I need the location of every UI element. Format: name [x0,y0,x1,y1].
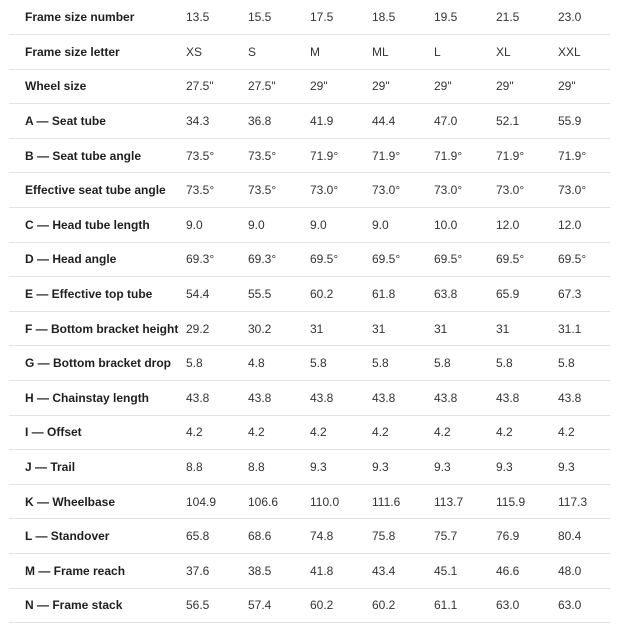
table-cell: 29" [434,79,452,94]
table-cell: 74.8 [310,529,334,544]
table-cell: 75.7 [434,529,458,544]
table-cell: 5.8 [558,356,575,371]
table-cell: 27.5" [248,79,276,94]
table-cell: 30.2 [248,321,272,336]
table-cell: 73.5° [248,148,277,163]
table-cell: 43.8 [558,390,582,405]
table-cell: 31 [372,321,386,336]
table-cell: 75.8 [372,529,396,544]
table-row [9,484,610,519]
table-cell: 12.0 [496,217,520,232]
table-row [9,554,610,589]
table-cell: 71.9° [372,148,401,163]
table-row [9,173,610,208]
row-label: A — Seat tube [25,114,106,129]
table-cell: 31 [434,321,448,336]
table-cell: 29" [372,79,390,94]
table-row [9,415,610,450]
table-cell: 29.2 [186,321,210,336]
table-cell: 69.5° [434,252,463,267]
table-cell: 5.8 [186,356,203,371]
table-cell: 43.8 [496,390,520,405]
table-cell: 43.8 [248,390,272,405]
row-label: G — Bottom bracket drop [25,356,172,371]
table-cell: 29" [558,79,576,94]
table-cell: 43.8 [186,390,210,405]
table-cell: 31 [310,321,324,336]
table-cell: 38.5 [248,563,272,578]
table-cell: 41.9 [310,114,334,129]
table-cell: 31 [496,321,510,336]
table-cell: 43.8 [372,390,396,405]
table-cell: 5.8 [310,356,327,371]
table-cell: 73.0° [372,183,401,198]
table-cell: 69.5° [310,252,339,267]
table-cell: XS [186,44,203,59]
table-cell: 34.3 [186,114,210,129]
table-row [9,104,610,139]
table-cell: 110.0 [310,494,340,509]
table-cell: 4.2 [310,425,327,440]
table-cell: 80.4 [558,529,582,544]
table-cell: XXL [558,44,581,59]
table-cell: 5.8 [496,356,513,371]
table-cell: 60.2 [310,598,334,613]
table-cell: 63.8 [434,287,458,302]
table-row [9,0,610,35]
table-cell: 4.2 [186,425,203,440]
table-cell: 37.6 [186,563,210,578]
table-cell: 47.0 [434,114,458,129]
table-cell: 71.9° [434,148,463,163]
table-cell: 73.0° [558,183,587,198]
table-cell: 65.9 [496,287,520,302]
table-cell: 10.0 [434,217,458,232]
table-row [9,588,610,623]
geometry-table [9,0,610,623]
table-row [9,277,610,312]
table-cell: 21.5 [496,10,520,25]
row-label: F — Bottom bracket height [25,321,179,336]
table-cell: 43.8 [310,390,334,405]
table-cell: 73.5° [248,183,277,198]
table-cell: 8.8 [248,460,265,475]
table-cell: 43.4 [372,563,396,578]
table-cell: 5.8 [372,356,389,371]
table-cell: 106.6 [248,494,279,509]
table-cell: 52.1 [496,114,520,129]
table-cell: 9.3 [558,460,575,475]
table-cell: 4.2 [372,425,389,440]
row-label: Frame size letter [25,44,120,59]
table-row [9,381,610,416]
table-cell: 41.8 [310,563,334,578]
table-cell: 76.9 [496,529,520,544]
table-cell: 69.5° [558,252,587,267]
row-label: J — Trail [25,460,76,475]
table-cell: 73.0° [496,183,525,198]
table-cell: 9.0 [310,217,327,232]
table-cell: 73.5° [186,183,215,198]
table-cell: 44.4 [372,114,396,129]
table-cell: 57.4 [248,598,272,613]
table-cell: ML [372,44,389,59]
table-cell: 60.2 [372,598,396,613]
table-cell: 4.2 [434,425,451,440]
table-cell: 69.5° [496,252,525,267]
table-cell: 13.5 [186,10,210,25]
table-row [9,242,610,277]
table-cell: 19.5 [434,10,458,25]
table-cell: 73.5° [186,148,215,163]
table-cell: 43.8 [434,390,458,405]
table-cell: 9.3 [496,460,513,475]
row-label: Effective seat tube angle [25,183,166,198]
table-cell: 29" [310,79,328,94]
table-cell: 69.5° [372,252,401,267]
table-row [9,69,610,104]
table-cell: 31.1 [558,321,582,336]
table-row [9,208,610,243]
table-row [9,519,610,554]
table-cell: 4.2 [496,425,513,440]
row-label: I — Offset [25,425,82,440]
table-cell: M [310,44,320,59]
row-label: L — Standover [25,529,110,544]
table-cell: 67.3 [558,287,582,302]
table-cell: 73.0° [434,183,463,198]
table-row [9,35,610,70]
row-label: C — Head tube length [25,217,150,232]
table-cell: 71.9° [310,148,339,163]
table-cell: 9.0 [372,217,389,232]
row-label: E — Effective top tube [25,287,153,302]
table-row [9,311,610,346]
table-cell: 61.8 [372,287,396,302]
table-cell: 17.5 [310,10,334,25]
row-label: N — Frame stack [25,598,123,613]
table-cell: 29" [496,79,514,94]
table-cell: 9.3 [310,460,327,475]
table-cell: 36.8 [248,114,272,129]
table-cell: 113.7 [434,494,464,509]
table-cell: 117.3 [558,494,588,509]
table-cell: 27.5" [186,79,214,94]
table-cell: 4.8 [248,356,265,371]
table-row [9,346,610,381]
table-cell: 60.2 [310,287,334,302]
table-cell: 63.0 [496,598,520,613]
table-row [9,138,610,173]
table-cell: 9.0 [248,217,265,232]
table-cell: 65.8 [186,529,210,544]
table-cell: 4.2 [558,425,575,440]
row-label: Wheel size [25,79,87,94]
row-label: D — Head angle [25,252,117,267]
table-cell: 71.9° [558,148,587,163]
table-cell: 55.9 [558,114,582,129]
table-cell: XL [496,44,511,59]
table-cell: 46.6 [496,563,520,578]
table-cell: 104.9 [186,494,217,509]
table-cell: 12.0 [558,217,582,232]
table-cell: 9.3 [434,460,451,475]
table-cell: 15.5 [248,10,272,25]
table-cell: 56.5 [186,598,210,613]
table-cell: 73.0° [310,183,339,198]
table-cell: S [248,44,257,59]
row-label: B — Seat tube angle [25,148,142,163]
row-label: H — Chainstay length [25,390,150,405]
table-cell: 111.6 [372,494,401,509]
table-cell: 71.9° [496,148,525,163]
table-cell: 5.8 [434,356,451,371]
row-label: M — Frame reach [25,563,126,578]
table-cell: 69.3° [248,252,277,267]
row-label: Frame size number [25,10,135,25]
geometry-table-body [9,0,610,623]
table-cell: 9.0 [186,217,203,232]
table-cell: 55.5 [248,287,272,302]
table-row [9,450,610,485]
table-cell: 115.9 [496,494,526,509]
table-cell: 54.4 [186,287,210,302]
table-cell: 63.0 [558,598,582,613]
table-cell: 18.5 [372,10,396,25]
table-cell: 61.1 [434,598,458,613]
table-cell: 8.8 [186,460,203,475]
table-cell: 45.1 [434,563,458,578]
table-cell: 48.0 [558,563,582,578]
table-cell: 68.6 [248,529,272,544]
table-cell: 23.0 [558,10,582,25]
table-cell: 4.2 [248,425,265,440]
table-cell: 9.3 [372,460,389,475]
row-label: K — Wheelbase [25,494,116,509]
table-cell: L [434,44,441,59]
table-cell: 69.3° [186,252,215,267]
